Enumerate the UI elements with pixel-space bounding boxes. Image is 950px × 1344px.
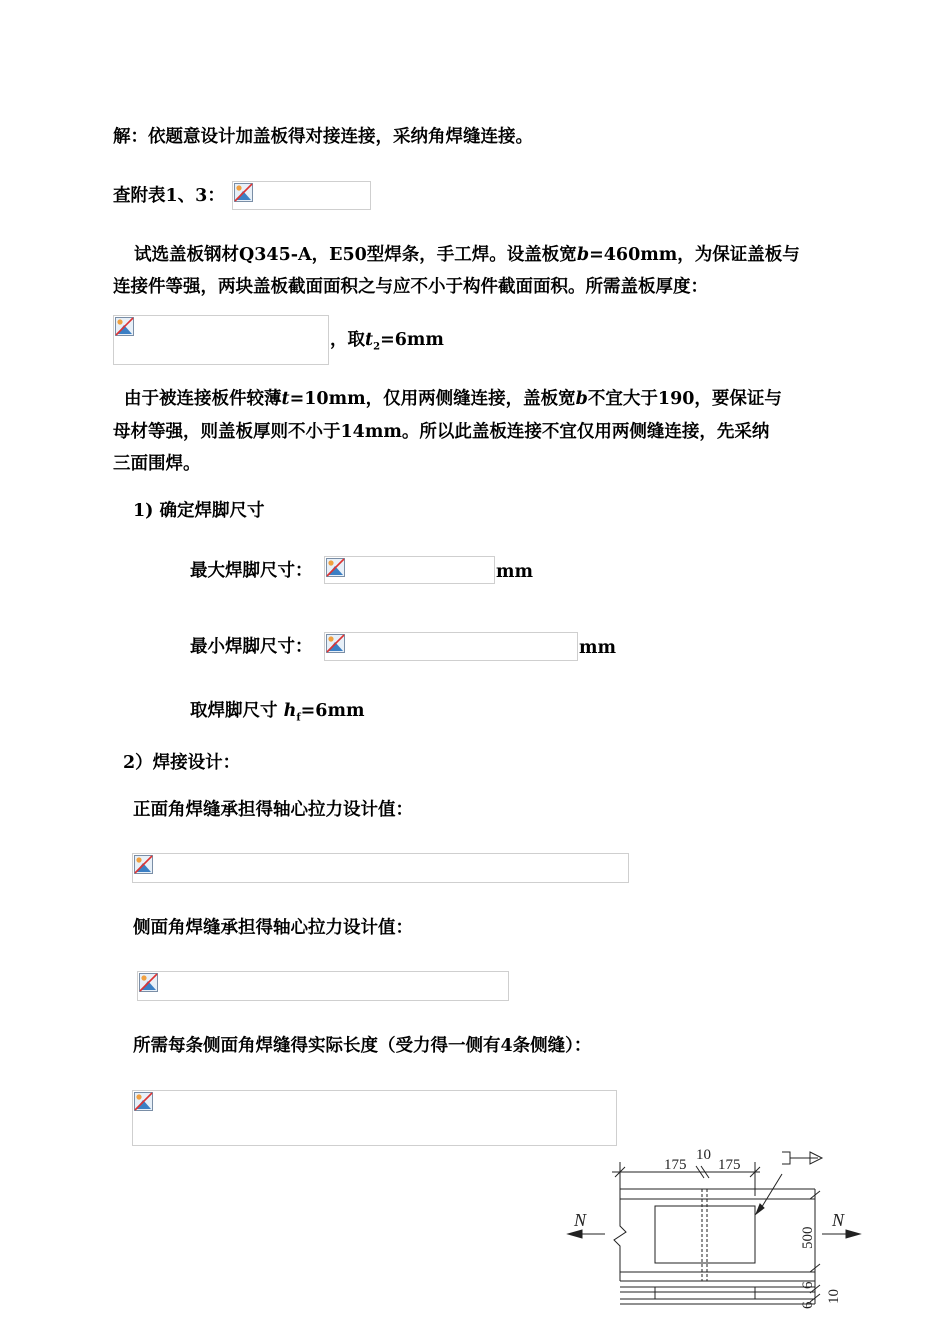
broken-image-icon <box>134 855 153 874</box>
dim-10-top: 10 <box>696 1147 711 1163</box>
take-thickness: ，取$t_2=6mm$ <box>330 330 444 353</box>
broken-image-icon <box>115 317 134 336</box>
force-label-left: N <box>574 1210 587 1230</box>
thin-plate-line-3: 三面围焊。 <box>113 454 201 474</box>
dim-10-right: 10 <box>826 1289 842 1304</box>
dim-175-left: 175 <box>664 1157 687 1173</box>
broken-image-formula-thickness <box>113 315 329 365</box>
cover-plate-drawing <box>560 1144 870 1344</box>
side-weld-label: 侧面角焊缝承担得轴心拉力设计值： <box>133 918 413 938</box>
broken-image-formula-strength <box>232 181 371 210</box>
dim-6-lower: 6 <box>800 1301 816 1309</box>
weld-length-label: 所需每条侧面角焊缝得实际长度（受力得一侧有4条侧缝）： <box>133 1036 592 1056</box>
solution-intro: 解：依题意设计加盖板得对接连接，采纳角焊缝连接。 <box>113 127 533 147</box>
broken-image-icon <box>234 183 253 202</box>
broken-image-formula-side <box>137 971 509 1001</box>
force-label-right: N <box>832 1210 845 1230</box>
trial-plate-line-1: 试选盖板钢材Q345-A，E50型焊条，手工焊。设盖板宽b=460mm，为保证盖板与 <box>134 245 800 265</box>
broken-image-icon <box>326 634 345 653</box>
take-weld-size: 取焊脚尺寸 $h_f=6mm$ <box>190 701 365 724</box>
broken-image-formula-length <box>132 1090 617 1146</box>
broken-image-formula-max <box>324 556 495 584</box>
cover-plate <box>655 1206 755 1263</box>
min-weld-unit: mm <box>579 638 617 658</box>
min-weld-label: 最小焊脚尺寸： <box>190 637 313 657</box>
section-2-heading: 2）焊接设计： <box>123 753 241 773</box>
trial-plate-line-2: 连接件等强，两块盖板截面面积之与应不小于构件截面面积。所需盖板厚度： <box>113 277 708 297</box>
lookup-table-text: 查附表1、3： <box>113 186 225 206</box>
broken-image-icon <box>326 558 345 577</box>
max-weld-label: 最大焊脚尺寸： <box>190 561 313 581</box>
dim-6: 6 <box>800 1281 816 1289</box>
dim-175-right: 175 <box>718 1157 741 1173</box>
dim-500: 500 <box>800 1226 816 1249</box>
front-weld-label: 正面角焊缝承担得轴心拉力设计值： <box>133 800 413 820</box>
thin-plate-line-2: 母材等强，则盖板厚则不小于14mm。所以此盖板连接不宜仅用两侧缝连接，先采纳 <box>113 422 770 442</box>
max-weld-unit: mm <box>496 562 534 582</box>
section-1-heading: 1) 确定焊脚尺寸 <box>133 501 265 521</box>
broken-image-formula-min <box>324 632 578 661</box>
broken-image-icon <box>139 973 158 992</box>
thin-plate-line-1: 由于被连接板件较薄t=10mm，仅用两侧缝连接，盖板宽b不宜大于190，要保证与 <box>124 389 782 409</box>
broken-image-icon <box>134 1092 153 1111</box>
broken-image-formula-front <box>132 853 629 883</box>
